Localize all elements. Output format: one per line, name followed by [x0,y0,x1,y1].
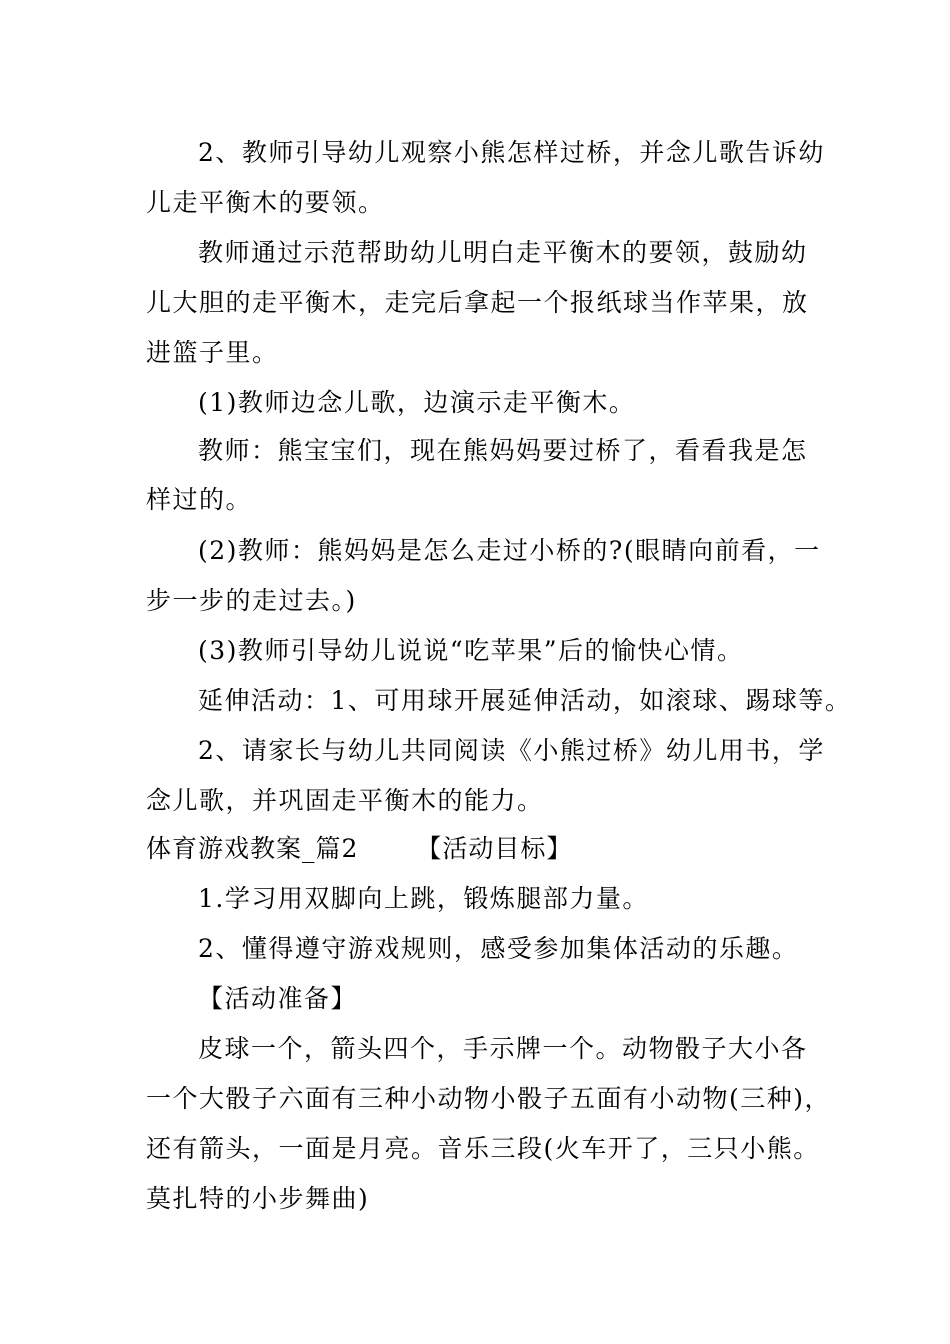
paragraph-line: 2、懂得遵守游戏规则，感受参加集体活动的乐趣。 [198,934,799,963]
paragraph-line: 1.学习用双脚向上跳，锻炼腿部力量。 [198,884,649,913]
paragraph-line: 教师：熊宝宝们，现在熊妈妈要过桥了，看看我是怎 [198,436,808,465]
paragraph-line: 念儿歌，并巩固走平衡木的能力。 [146,786,544,815]
paragraph-line: 2、请家长与幼儿共同阅读《小熊过桥》幼儿用书，学 [198,736,825,765]
paragraph-line: 步一步的走过去。) [146,586,357,615]
paragraph-line: 莫扎特的小步舞曲) [146,1184,370,1213]
section-label-preparation: 【活动准备】 [198,984,358,1013]
section-heading [146,830,572,868]
paragraph-line: 教师通过示范帮助幼儿明白走平衡木的要领，鼓励幼 [198,238,808,267]
paragraph-line: 进篮子里。 [146,338,279,367]
paragraph-line: 还有箭头，一面是月亮。音乐三段(火车开了，三只小熊。 [146,1134,820,1163]
paragraph-line: 样过的。 [146,485,253,514]
paragraph-line: 一个大骰子六面有三种小动物小骰子五面有小动物(三种)， [146,1084,832,1113]
paragraph-line: 延伸活动：1、可用球开展延伸活动，如滚球、踢球等。 [198,686,852,715]
section-label: 【活动目标】 [416,834,573,863]
paragraph-line: (2)教师：熊妈妈是怎么走过小桥的?(眼睛向前看，一 [198,536,821,565]
paragraph-line: (1)教师边念儿歌，边演示走平衡木。 [198,388,636,417]
paragraph-line: (3)教师引导幼儿说说“吃苹果”后的愉快心情。 [198,636,744,665]
section-title: 体育游戏教案_篇2 [146,834,359,863]
paragraph-line: 儿大胆的走平衡木，走完后拿起一个报纸球当作苹果，放 [146,288,809,317]
paragraph-line: 2、教师引导幼儿观察小熊怎样过桥，并念儿歌告诉幼 [198,138,825,167]
paragraph-line: 儿走平衡木的要领。 [146,188,385,217]
paragraph-line: 皮球一个，箭头四个，手示牌一个。动物骰子大小各 [198,1034,808,1063]
